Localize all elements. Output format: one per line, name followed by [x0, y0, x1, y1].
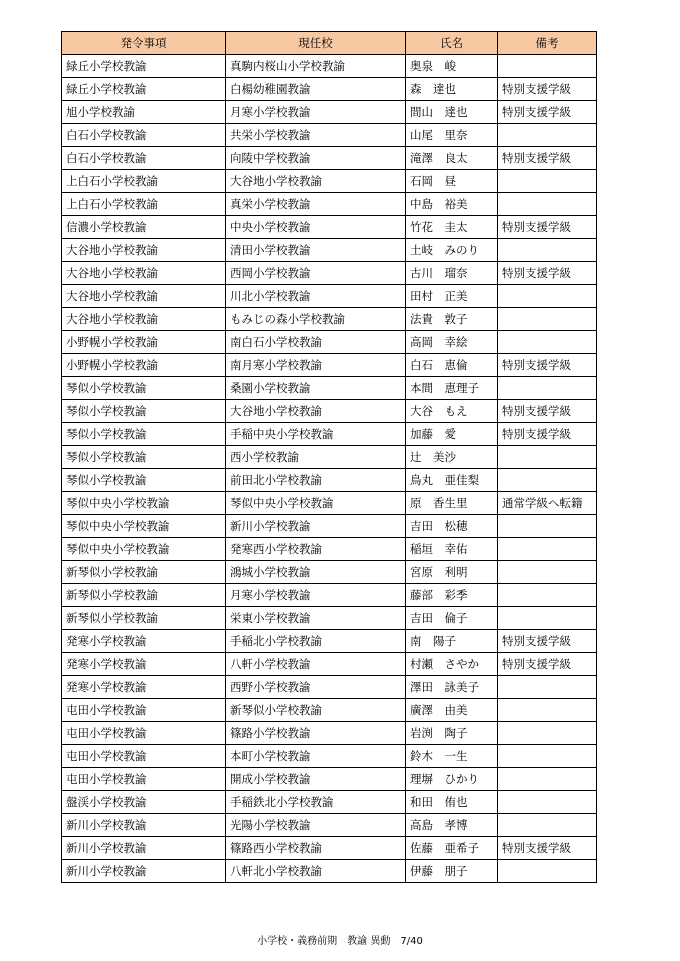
table-row	[62, 722, 597, 745]
cell-name: 石岡 昼	[406, 170, 498, 193]
cell-name: 白石 恵倫	[406, 354, 498, 377]
cell-current-school: 手稲鉄北小学校教諭	[226, 791, 406, 814]
cell-current-school: 八軒小学校教諭	[226, 653, 406, 676]
cell-name: 岩渕 陶子	[406, 722, 498, 745]
cell-name: 吉田 倫子	[406, 607, 498, 630]
cell-name: 古川 瑠奈	[406, 262, 498, 285]
cell-current-school: 篠路小学校教諭	[226, 722, 406, 745]
cell-current-school: 新川小学校教諭	[226, 515, 406, 538]
cell-appointment: 琴似小学校教諭	[62, 446, 226, 469]
table-row	[62, 308, 597, 331]
table-row	[62, 78, 597, 101]
cell-appointment: 白石小学校教諭	[62, 147, 226, 170]
cell-current-school: 手稲北小学校教諭	[226, 630, 406, 653]
cell-name: 田村 正美	[406, 285, 498, 308]
cell-appointment: 上白石小学校教諭	[62, 193, 226, 216]
cell-remarks: 特別支援学級	[498, 653, 597, 676]
table-row	[62, 262, 597, 285]
cell-remarks	[498, 745, 597, 768]
cell-name: 奥泉 峻	[406, 55, 498, 78]
table-row	[62, 469, 597, 492]
table-row	[62, 492, 597, 515]
cell-name: 宮原 利明	[406, 561, 498, 584]
cell-current-school: 西野小学校教諭	[226, 676, 406, 699]
cell-remarks	[498, 55, 597, 78]
cell-appointment: 琴似小学校教諭	[62, 423, 226, 446]
cell-appointment: 旭小学校教諭	[62, 101, 226, 124]
cell-remarks: 特別支援学級	[498, 262, 597, 285]
table-row	[62, 745, 597, 768]
cell-current-school: 月寒小学校教諭	[226, 584, 406, 607]
cell-current-school: 栄東小学校教諭	[226, 607, 406, 630]
cell-remarks	[498, 791, 597, 814]
cell-current-school: 新琴似小学校教諭	[226, 699, 406, 722]
cell-name: 稲垣 幸佑	[406, 538, 498, 561]
cell-current-school: 光陽小学校教諭	[226, 814, 406, 837]
cell-name: 澤田 詠美子	[406, 676, 498, 699]
cell-name: 鈴木 一生	[406, 745, 498, 768]
cell-appointment: 大谷地小学校教諭	[62, 308, 226, 331]
cell-remarks	[498, 814, 597, 837]
cell-name: 高岡 幸絵	[406, 331, 498, 354]
table-row	[62, 101, 597, 124]
cell-current-school: 南月寒小学校教諭	[226, 354, 406, 377]
table-row	[62, 423, 597, 446]
table-row	[62, 377, 597, 400]
cell-remarks	[498, 308, 597, 331]
cell-name: 伊藤 朋子	[406, 860, 498, 883]
table-row	[62, 239, 597, 262]
cell-appointment: 新川小学校教諭	[62, 837, 226, 860]
cell-name: 佐藤 亜希子	[406, 837, 498, 860]
cell-remarks	[498, 699, 597, 722]
table-row	[62, 331, 597, 354]
cell-remarks	[498, 607, 597, 630]
table-row	[62, 285, 597, 308]
cell-current-school: 真栄小学校教諭	[226, 193, 406, 216]
cell-name: 高島 孝博	[406, 814, 498, 837]
table-row	[62, 768, 597, 791]
header-remarks: 備考	[498, 32, 597, 55]
cell-appointment: 大谷地小学校教諭	[62, 285, 226, 308]
table-row	[62, 699, 597, 722]
cell-name: 中島 裕美	[406, 193, 498, 216]
cell-appointment: 小野幌小学校教諭	[62, 354, 226, 377]
table-row	[62, 561, 597, 584]
cell-appointment: 新琴似小学校教諭	[62, 607, 226, 630]
cell-appointment: 緑丘小学校教諭	[62, 78, 226, 101]
cell-name: 村瀬 さやか	[406, 653, 498, 676]
cell-appointment: 新川小学校教諭	[62, 860, 226, 883]
cell-current-school: 発寒西小学校教諭	[226, 538, 406, 561]
cell-appointment: 上白石小学校教諭	[62, 170, 226, 193]
table-header-row	[62, 32, 597, 55]
cell-name: 森 達也	[406, 78, 498, 101]
table-row	[62, 170, 597, 193]
cell-appointment: 新川小学校教諭	[62, 814, 226, 837]
cell-appointment: 屯田小学校教諭	[62, 699, 226, 722]
cell-remarks: 特別支援学級	[498, 837, 597, 860]
cell-appointment: 琴似中央小学校教諭	[62, 538, 226, 561]
cell-name: 大谷 もえ	[406, 400, 498, 423]
cell-name: 加藤 愛	[406, 423, 498, 446]
cell-remarks	[498, 124, 597, 147]
cell-current-school: 開成小学校教諭	[226, 768, 406, 791]
cell-remarks	[498, 285, 597, 308]
cell-current-school: 篠路西小学校教諭	[226, 837, 406, 860]
cell-remarks	[498, 469, 597, 492]
personnel-table	[61, 31, 597, 883]
table-row	[62, 791, 597, 814]
table-row	[62, 400, 597, 423]
cell-remarks	[498, 170, 597, 193]
cell-current-school: 桑園小学校教諭	[226, 377, 406, 400]
cell-remarks	[498, 676, 597, 699]
cell-current-school: 大谷地小学校教諭	[226, 170, 406, 193]
header-current-school: 現任校	[226, 32, 406, 55]
table-row	[62, 607, 597, 630]
cell-appointment: 小野幌小学校教諭	[62, 331, 226, 354]
cell-name: 藤部 彩季	[406, 584, 498, 607]
cell-remarks: 特別支援学級	[498, 78, 597, 101]
table-row	[62, 630, 597, 653]
cell-current-school: 大谷地小学校教諭	[226, 400, 406, 423]
cell-current-school: 八軒北小学校教諭	[226, 860, 406, 883]
cell-current-school: 前田北小学校教諭	[226, 469, 406, 492]
cell-remarks: 特別支援学級	[498, 147, 597, 170]
cell-name: 和田 侑也	[406, 791, 498, 814]
table-row	[62, 216, 597, 239]
cell-appointment: 盤渓小学校教諭	[62, 791, 226, 814]
cell-current-school: 向陵中学校教諭	[226, 147, 406, 170]
table-row	[62, 193, 597, 216]
cell-remarks	[498, 538, 597, 561]
cell-remarks: 特別支援学級	[498, 216, 597, 239]
cell-appointment: 新琴似小学校教諭	[62, 561, 226, 584]
cell-appointment: 琴似中央小学校教諭	[62, 515, 226, 538]
cell-current-school: 真駒内桜山小学校教諭	[226, 55, 406, 78]
cell-remarks: 特別支援学級	[498, 400, 597, 423]
cell-appointment: 発寒小学校教諭	[62, 630, 226, 653]
cell-appointment: 琴似小学校教諭	[62, 469, 226, 492]
cell-current-school: 琴似中央小学校教諭	[226, 492, 406, 515]
cell-remarks	[498, 860, 597, 883]
table-row	[62, 653, 597, 676]
table-row	[62, 814, 597, 837]
table-row	[62, 354, 597, 377]
cell-remarks	[498, 446, 597, 469]
cell-remarks: 通常学級へ転籍	[498, 492, 597, 515]
table-row	[62, 584, 597, 607]
cell-remarks	[498, 331, 597, 354]
table-row	[62, 515, 597, 538]
cell-current-school: 手稲中央小学校教諭	[226, 423, 406, 446]
cell-current-school: 中央小学校教諭	[226, 216, 406, 239]
cell-current-school: 清田小学校教諭	[226, 239, 406, 262]
cell-remarks	[498, 193, 597, 216]
cell-remarks: 特別支援学級	[498, 101, 597, 124]
cell-name: 南 陽子	[406, 630, 498, 653]
header-appointment: 発令事項	[62, 32, 226, 55]
cell-name: 吉田 松穂	[406, 515, 498, 538]
cell-name: 廣澤 由美	[406, 699, 498, 722]
cell-appointment: 屯田小学校教諭	[62, 722, 226, 745]
header-name: 氏名	[406, 32, 498, 55]
cell-appointment: 新琴似小学校教諭	[62, 584, 226, 607]
cell-name: 本間 恵理子	[406, 377, 498, 400]
cell-name: 辻 美沙	[406, 446, 498, 469]
cell-current-school: 月寒小学校教諭	[226, 101, 406, 124]
cell-appointment: 発寒小学校教諭	[62, 653, 226, 676]
cell-current-school: 本町小学校教諭	[226, 745, 406, 768]
cell-appointment: 信濃小学校教諭	[62, 216, 226, 239]
cell-appointment: 琴似中央小学校教諭	[62, 492, 226, 515]
cell-name: 理塀 ひかり	[406, 768, 498, 791]
cell-current-school: 川北小学校教諭	[226, 285, 406, 308]
cell-name: 竹花 圭太	[406, 216, 498, 239]
cell-name: 滝澤 良太	[406, 147, 498, 170]
cell-appointment: 屯田小学校教諭	[62, 745, 226, 768]
cell-name: 山尾 里奈	[406, 124, 498, 147]
cell-remarks	[498, 377, 597, 400]
cell-remarks	[498, 722, 597, 745]
table-row	[62, 837, 597, 860]
cell-name: 間山 達也	[406, 101, 498, 124]
cell-current-school: 西岡小学校教諭	[226, 262, 406, 285]
table-row	[62, 124, 597, 147]
table-row	[62, 538, 597, 561]
cell-remarks	[498, 768, 597, 791]
cell-appointment: 発寒小学校教諭	[62, 676, 226, 699]
table-row	[62, 860, 597, 883]
cell-name: 原 香生里	[406, 492, 498, 515]
cell-name: 法貴 敦子	[406, 308, 498, 331]
cell-current-school: 白楊幼稚園教諭	[226, 78, 406, 101]
page-footer: 小学校・義務前期 教諭 異動 7/40	[257, 936, 423, 947]
table-row	[62, 676, 597, 699]
table-row	[62, 55, 597, 78]
cell-appointment: 緑丘小学校教諭	[62, 55, 226, 78]
cell-appointment: 屯田小学校教諭	[62, 768, 226, 791]
cell-current-school: 西小学校教諭	[226, 446, 406, 469]
cell-appointment: 大谷地小学校教諭	[62, 262, 226, 285]
cell-remarks	[498, 239, 597, 262]
cell-remarks: 特別支援学級	[498, 630, 597, 653]
cell-appointment: 白石小学校教諭	[62, 124, 226, 147]
cell-current-school: 南白石小学校教諭	[226, 331, 406, 354]
cell-appointment: 琴似小学校教諭	[62, 400, 226, 423]
cell-remarks	[498, 584, 597, 607]
cell-current-school: 鴻城小学校教諭	[226, 561, 406, 584]
cell-appointment: 琴似小学校教諭	[62, 377, 226, 400]
cell-current-school: もみじの森小学校教諭	[226, 308, 406, 331]
cell-remarks	[498, 515, 597, 538]
cell-name: 鳥丸 亜佳梨	[406, 469, 498, 492]
cell-remarks: 特別支援学級	[498, 423, 597, 446]
cell-remarks	[498, 561, 597, 584]
cell-appointment: 大谷地小学校教諭	[62, 239, 226, 262]
cell-current-school: 共栄小学校教諭	[226, 124, 406, 147]
cell-remarks: 特別支援学級	[498, 354, 597, 377]
table-row	[62, 446, 597, 469]
table-row	[62, 147, 597, 170]
cell-name: 土岐 みのり	[406, 239, 498, 262]
